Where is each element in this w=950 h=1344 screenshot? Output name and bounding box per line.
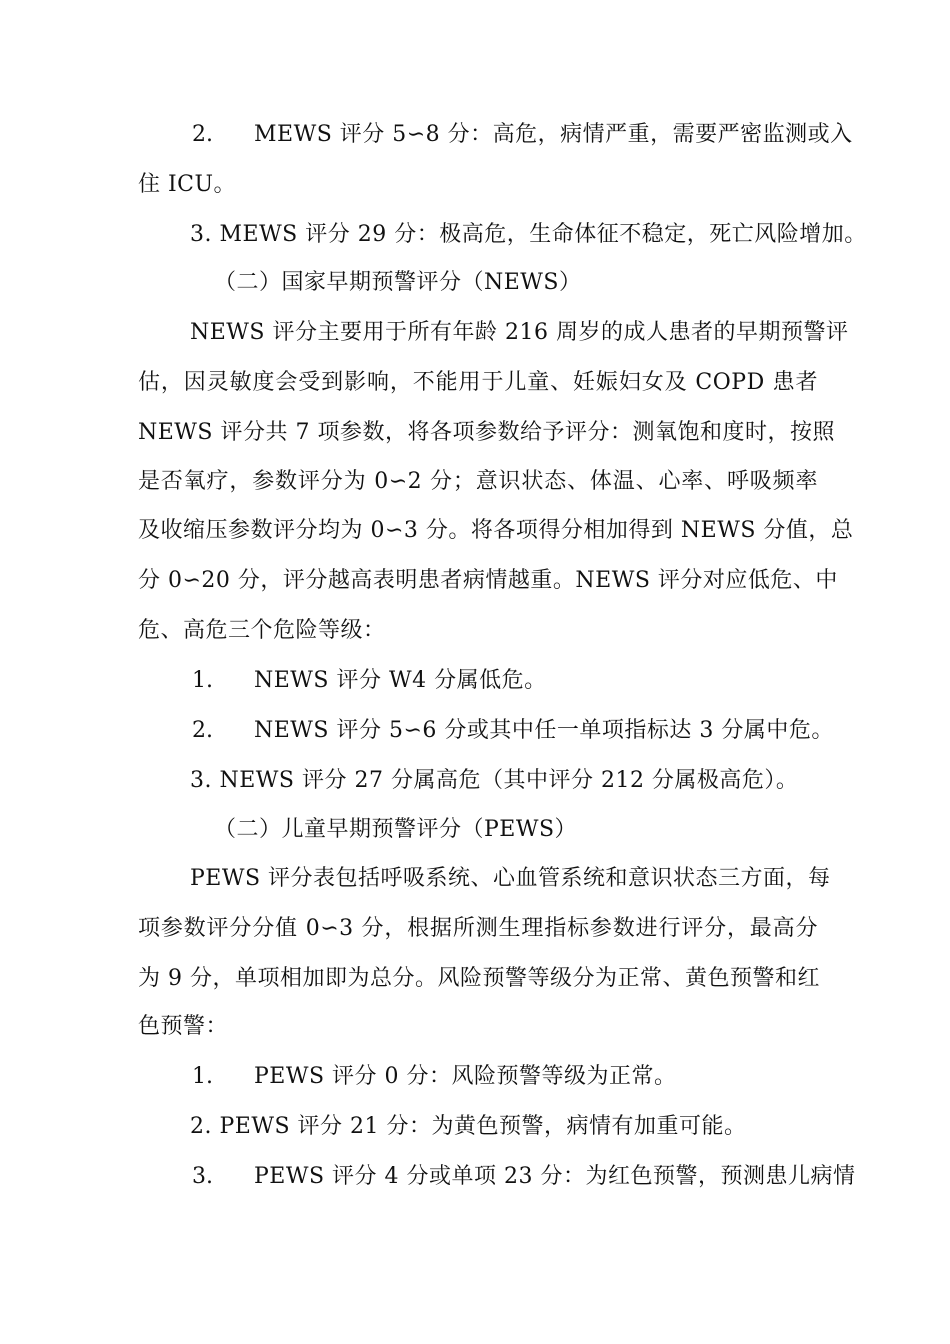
news-item2-number: 2. bbox=[192, 718, 213, 743]
mews-item2-text-line2: 住 ICU。 bbox=[138, 172, 237, 197]
news-item3: 3. NEWS 评分 27 分属高危（其中评分 212 分属极高危）。 bbox=[190, 768, 799, 793]
news-paragraph-line: 危、高危三个危险等级： bbox=[138, 618, 386, 643]
pews-item1-number: 1. bbox=[192, 1064, 213, 1089]
mews-item2-text-line1: MEWS 评分 5∽8 分：高危，病情严重，需要严密监测或入 bbox=[254, 122, 853, 147]
news-paragraph-line: 分 0∽20 分，评分越高表明患者病情越重。NEWS 评分对应低危、中 bbox=[138, 568, 838, 593]
pews-item3-text: PEWS 评分 4 分或单项 23 分：为红色预警，预测患儿病情 bbox=[254, 1164, 856, 1189]
news-paragraph-line: 是否氧疗，参数评分为 0∽2 分；意识状态、体温、心率、呼吸频率 bbox=[138, 469, 818, 494]
pews-paragraph-line: 色预警： bbox=[138, 1014, 229, 1039]
mews-item2-number: 2. bbox=[192, 122, 213, 147]
pews-item2: 2. PEWS 评分 21 分：为黄色预警，病情有加重可能。 bbox=[190, 1114, 747, 1139]
pews-paragraph-line: 为 9 分，单项相加即为总分。风险预警等级分为正常、黄色预警和红 bbox=[138, 966, 820, 991]
news-paragraph-line: 估，因灵敏度会受到影响，不能用于儿童、妊娠妇女及 COPD 患者 bbox=[138, 370, 818, 395]
pews-paragraph-line: PEWS 评分表包括呼吸系统、心血管系统和意识状态三方面，每 bbox=[190, 866, 831, 891]
mews-item3: 3. MEWS 评分 29 分：极高危，生命体征不稳定，死亡风险增加。 bbox=[190, 222, 867, 247]
news-paragraph-line: NEWS 评分主要用于所有年龄 216 周岁的成人患者的早期预警评 bbox=[190, 320, 849, 345]
news-paragraph-line: 及收缩压参数评分均为 0∽3 分。将各项得分相加得到 NEWS 分值，总 bbox=[138, 518, 854, 543]
news-item1-number: 1. bbox=[192, 668, 213, 693]
news-paragraph-line: NEWS 评分共 7 项参数，将各项参数给予评分：测氧饱和度时，按照 bbox=[138, 420, 835, 445]
pews-paragraph-line: 项参数评分分值 0∽3 分，根据所测生理指标参数进行评分，最高分 bbox=[138, 916, 818, 941]
pews-heading: （二）儿童早期预警评分（PEWS） bbox=[214, 817, 578, 842]
news-heading: （二）国家早期预警评分（NEWS） bbox=[214, 270, 582, 295]
news-item1-text: NEWS 评分 W4 分属低危。 bbox=[254, 668, 547, 693]
pews-item1-text: PEWS 评分 0 分：风险预警等级为正常。 bbox=[254, 1064, 677, 1089]
pews-item3-number: 3. bbox=[192, 1164, 213, 1189]
news-item2-text: NEWS 评分 5∽6 分或其中任一单项指标达 3 分属中危。 bbox=[254, 718, 834, 743]
